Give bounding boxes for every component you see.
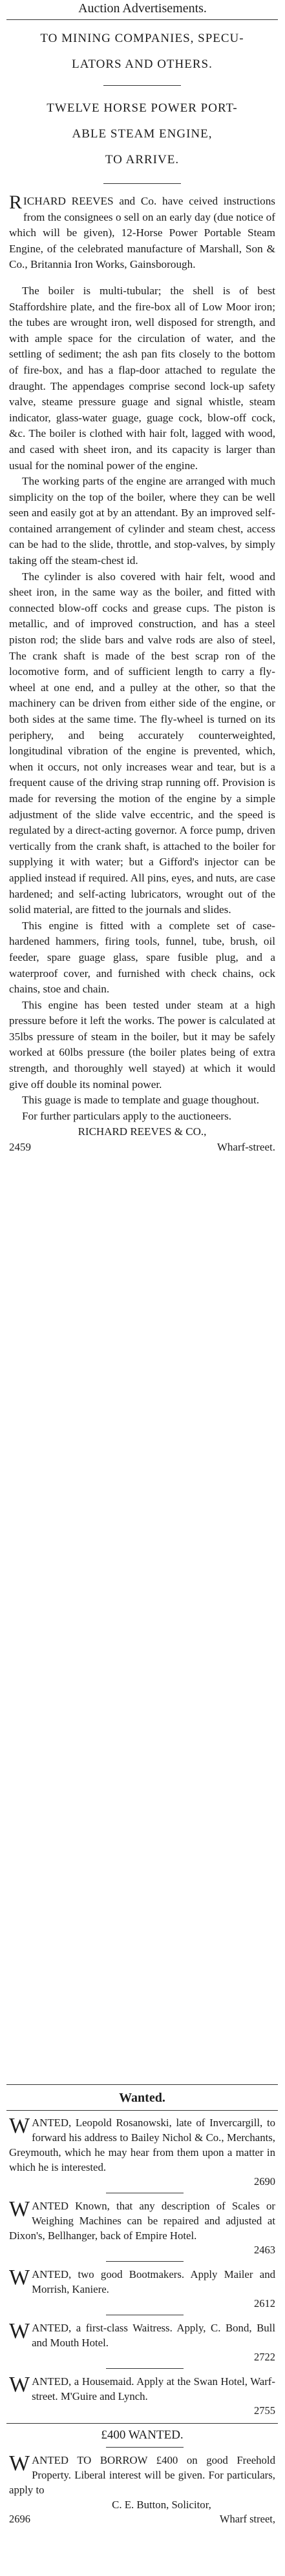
ad-paragraph: The cylinder is also covered with hair felt, wood and sheet iron, in the same way as the boiler, and fitted with connected blow-off cocks and grease cups. The piston is metallic, and of improved construction, and has a steel piston rod; the slide bars and valve rods are also of steel, The crank shaft is made of the best scrap ron of the locomotive form, and of sufficient length to carry a fly-wheel at one end, and a pulley at the other, so that the machinery can be driven from either side of the engine, or both sides at the same time. The fly-wheel is turned on its periphery, and being accurately counterweighted, longitudinal vibration of the engine is prevented, which, when it occurs, not only increases wear and tear, but is a frequent cause of the driving strap running off. Provision is made for reversing the motion of the engine by a simple adjustment of the slide valve eccentric, and the speed is regulated by a direct-acting governor. A force pump, driven vertically from the crank shaft, is attached to the boiler for supplying it with water; but a Gifford's injector can be applied instead if required. All pins, eyes, and nuts, are case hardened; and self-acting lubricators, wrought out of the solid material, are fitted to the journals and slides. <box>9 570 275 916</box>
drop-cap: W <box>9 2114 30 2138</box>
wanted-ad: WANTED, a Housemaid. Apply at the Swan Hotel, Warf-street. M'Guire and Lynch. 2755 <box>9 2373 275 2417</box>
divider <box>6 2084 278 2085</box>
ad-paragraph: This engine is fitted with a complete set of case-hardened hammers, firing tools, funnel, tube, brush, oil feeder, spare guage glass, spare fusible plug, and a waterproof cover, and furnished with check chains, ock chains, stoe and chain. <box>9 919 275 996</box>
divider <box>6 19 278 20</box>
ad-number: 2612 <box>254 2297 275 2309</box>
drop-cap: W <box>9 2451 30 2475</box>
ad-paragraph: RICHARD REEVES and Co. have ceived instructions from the consignees o sell on an early day (due notice of which will be given), 12-Horse Power Portable Steam Engine, of the celebrated manufacture of Marshall, Son & Co., Britannia Iron Works, Gainsborough. <box>9 192 275 271</box>
ad-number: 2463 <box>254 2244 275 2256</box>
drop-cap: R <box>9 192 23 213</box>
ad-number: 2696 <box>9 2513 30 2525</box>
ad-number: 2755 <box>254 2404 275 2417</box>
divider <box>106 2368 184 2369</box>
wanted-ad: WANTED, Leopold Rosanowski, late of Invercargill, to forward his address to Bailey Nichol & Co., Merchants, Greymouth, which he may hear from them upon a matter in which he is interested. 2690 <box>9 2114 275 2188</box>
loan-signature: C. E. Button, Solicitor, <box>112 2499 211 2511</box>
wanted-ads <box>9 2115 275 2526</box>
ad-paragraph: This engine has been tested under steam at a high pressure before it left the works. The power is calculated at 35lbs pressure of steam in the boiler, but it may be safely worked at 60lbs pressure (the boiler plates being of extra strength, and thoroughly well stayed) at which it would give off double its nominal power. <box>9 998 275 1091</box>
ad-number: 2459 <box>9 1141 31 1154</box>
drop-cap: W <box>9 2197 30 2221</box>
ad-heading-line-1: TO MINING COMPANIES, SPECU- <box>40 32 244 45</box>
ad-paragraph: This guage is made to template and guage thoughout. <box>22 1094 260 1107</box>
ad-number: 2722 <box>254 2351 275 2363</box>
ad-footer <box>9 1140 275 1155</box>
divider <box>6 2110 278 2111</box>
divider <box>106 2447 184 2448</box>
drop-cap: W <box>9 2319 30 2343</box>
wanted-ad: WANTED, two good Bootmakers. Apply Mailer and Morrish, Kaniere. 2612 <box>9 2266 275 2309</box>
section-title: Auction Advertisements. <box>78 1 207 15</box>
divider <box>106 2261 184 2262</box>
ad-address: Wharf street, <box>219 2513 275 2525</box>
divider <box>103 85 181 86</box>
ad-paragraph: For further particulars apply to the auctioneers. <box>22 1109 232 1122</box>
ad-body <box>9 194 275 1155</box>
loan-heading: £400 WANTED. <box>101 2428 184 2442</box>
divider <box>103 183 181 184</box>
loan-footer <box>9 2512 275 2526</box>
ad-subheading-line-2: ABLE STEAM ENGINE, <box>72 127 213 141</box>
ad-paragraph: The working parts of the engine are arranged with much simplicity on the top of the boiler, where they can be well seen and easily got at by an attendant. By an improved self-contained arrangement of cylinder and steam chest, access can be had to the slide, throttle, and stop-valves, by simply taking off the steam-chest id. <box>9 475 275 567</box>
loan-ad: WANTED TO BORROW £400 on good Freehold Property. Liberal interest will be given. For particulars, apply to C. E. Button, Solicitor, 2696 Wharf street, <box>9 2451 275 2525</box>
ad-subheading-line-1: TWELVE HORSE POWER PORT- <box>47 101 238 115</box>
ad-signature: RICHARD REEVES & CO., <box>78 1125 207 1138</box>
ad-address: Wharf-street. <box>216 1141 275 1154</box>
drop-cap: W <box>9 2373 30 2397</box>
wanted-ad: WANTED, a first-class Waitress. Apply, C. Bond, Bull and Mouth Hotel. 2722 <box>9 2319 275 2363</box>
drop-cap: W <box>9 2266 30 2289</box>
ad-heading-line-2: LATORS AND OTHERS. <box>72 57 213 71</box>
ad-subheading-line-3: TO ARRIVE. <box>105 153 180 166</box>
wanted-ad: WANTED Known, that any description of Scales or Weighing Machines can be repaired and adjusted at Dixon's, Bellhanger, back of Empire Hotel. 2463 <box>9 2197 275 2256</box>
divider <box>6 2423 278 2424</box>
wanted-heading: Wanted. <box>119 2091 165 2105</box>
ad-number: 2690 <box>254 2175 275 2188</box>
ad-paragraph: The boiler is multi-tubular; the shell is of best Staffordshire plate, and the fire-box all of Low Moor iron; the tubes are wrought iron, well disposed for strength, and with ample space for the circulation of water, and the settling of sediment; the ash pan fits closely to the bottom of fire-box, and has a flap-door attached to regulate the draught. The appendages comprise second lock-up safety valve, steame pressure guage and signal whistle, steam indicator, glass-water guage, guage cock, blow-off cock, &c. The boiler is clothed with hair folt, lagged with wood, and cased with sheet iron, and its capacity is larger than usual for the nominal power of the engine. <box>9 284 275 472</box>
